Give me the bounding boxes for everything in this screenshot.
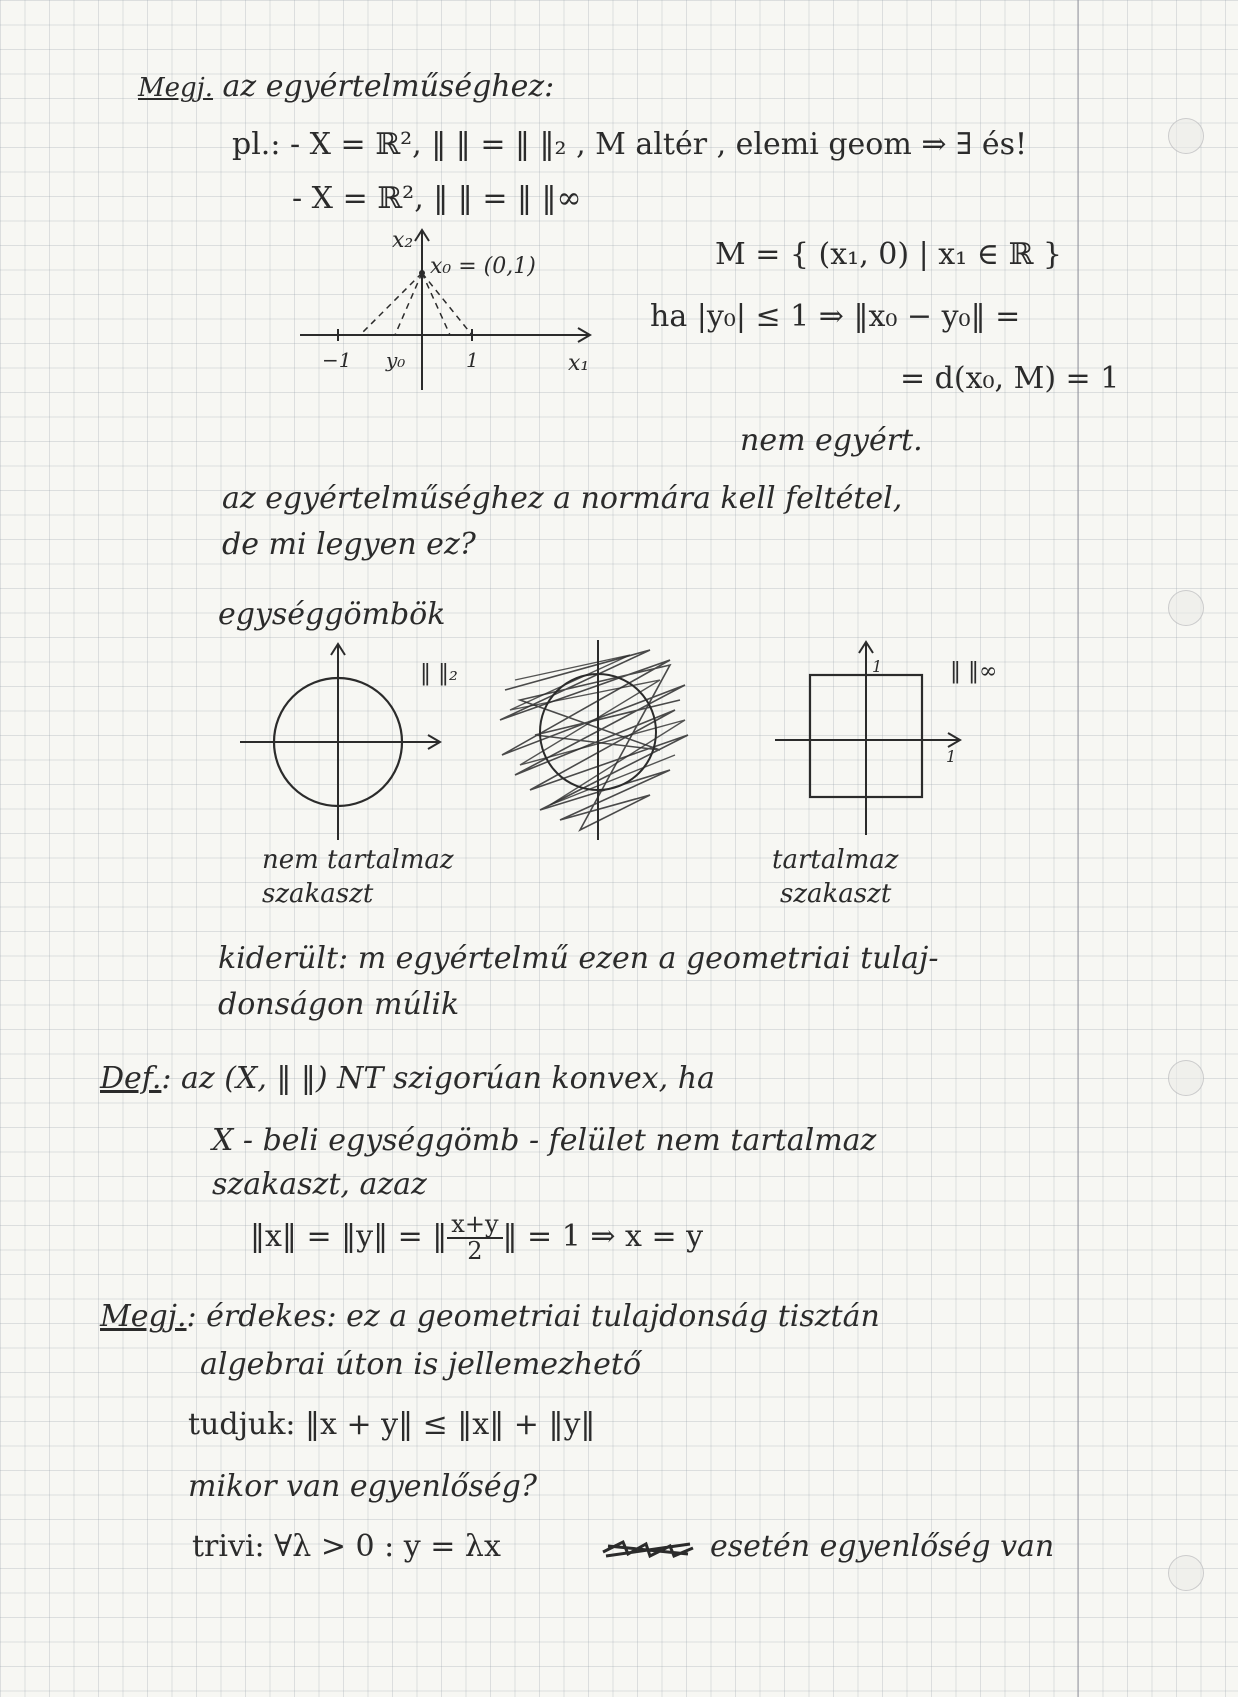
m-definition: M = { (x₁, 0) | x₁ ∈ ℝ } <box>715 237 1063 272</box>
triangle-inequality: tudjuk: ‖x + y‖ ≤ ‖x‖ + ‖y‖ <box>188 1407 596 1442</box>
formula-left: ‖x‖ = ‖y‖ = ‖ <box>250 1219 448 1255</box>
megj-label: Megj. <box>100 1299 187 1334</box>
dashed-line <box>395 273 422 335</box>
unit-tick-label: 1 <box>946 747 957 766</box>
tartalmaz-line-1: tartalmaz <box>772 845 899 875</box>
def-label: Def. <box>100 1061 162 1096</box>
megj-label: Megj. <box>138 73 213 103</box>
paragraph-1-line-2: de mi legyen ez? <box>222 527 476 562</box>
punch-hole <box>1168 1555 1204 1591</box>
nem-egyert: nem egyért. <box>740 423 923 458</box>
scribbled-ball <box>500 640 688 840</box>
megj-line-1 <box>100 1300 880 1333</box>
margin-line <box>1077 0 1079 1697</box>
dashed-line <box>422 273 472 335</box>
formula-right: ‖ = 1 ⇒ x = y <box>502 1219 704 1255</box>
mikor-question: mikor van egyenlőség? <box>188 1469 537 1504</box>
scribbled-out-word <box>598 1534 698 1564</box>
x1-label: x₁ <box>568 351 590 376</box>
egyseggombok-heading: egységgömbök <box>218 597 446 632</box>
tick-label-minus-one: −1 <box>322 348 352 372</box>
norm-inf-label: ‖ ‖∞ <box>950 659 998 684</box>
norm-2-label: ‖ ‖₂ <box>420 661 458 686</box>
dashed-line <box>360 273 422 335</box>
dashed-line <box>422 273 450 335</box>
x2-label: x₂ <box>392 228 414 253</box>
definition-line-1 <box>100 1062 715 1095</box>
example-line-l2: pl.: - X = ℝ², ‖ ‖ = ‖ ‖₂ , M altér , elemi geom ⇒ ∃ és! <box>232 127 1028 162</box>
unit-balls-figure <box>230 640 1050 840</box>
nem-tartalmaz-line-2: szakaszt <box>262 879 374 909</box>
fraction-denominator: 2 <box>467 1237 483 1266</box>
punch-hole <box>1168 590 1204 626</box>
tartalmaz-line-2: szakaszt <box>780 879 892 909</box>
x0-label: x₀ = (0,1) <box>430 254 536 279</box>
ha-line: ha |y₀| ≤ 1 ⇒ ‖x₀ − y₀‖ = <box>650 299 1021 334</box>
megj-text: : érdekes: ez a geometriai tulajdonság tisztán <box>186 1299 880 1334</box>
definition-line-3: szakaszt, azaz <box>212 1167 427 1202</box>
distance-sketch <box>300 225 620 415</box>
trivi-line: trivi: ∀λ > 0 : y = λx <box>192 1529 501 1564</box>
def-text: : az (X, ‖ ‖) NT szigorúan konvex, ha <box>161 1061 715 1096</box>
fraction-numerator: x+y <box>447 1212 502 1239</box>
kiderult-line-2: donságon múlik <box>218 987 460 1022</box>
megj-line-2: algebrai úton is jellemezhető <box>200 1347 642 1382</box>
punch-hole <box>1168 118 1204 154</box>
formula-fraction <box>447 1212 502 1264</box>
unit-tick-label: 1 <box>872 657 883 676</box>
punch-hole <box>1168 1060 1204 1096</box>
y0-label: y₀ <box>386 348 406 372</box>
definition-formula <box>250 1212 703 1264</box>
distance-line: = d(x₀, M) = 1 <box>900 361 1120 396</box>
example-line-linf: - X = ℝ², ‖ ‖ = ‖ ‖∞ <box>292 181 582 216</box>
megj-heading-1 <box>138 70 554 103</box>
trivi-end: esetén egyenlőség van <box>710 1529 1055 1564</box>
nem-tartalmaz-line-1: nem tartalmaz <box>262 845 454 875</box>
paragraph-1-line-1: az egyértelműséghez a normára kell feltétel, <box>222 481 903 516</box>
kiderult-line-1: kiderült: m egyértelmű ezen a geometriai tulaj- <box>218 941 939 976</box>
megj-text: az egyértelműséghez: <box>222 69 555 104</box>
definition-line-2: X - beli egységgömb - felület nem tartalmaz <box>212 1123 877 1158</box>
tick-label-plus-one: 1 <box>466 348 479 372</box>
